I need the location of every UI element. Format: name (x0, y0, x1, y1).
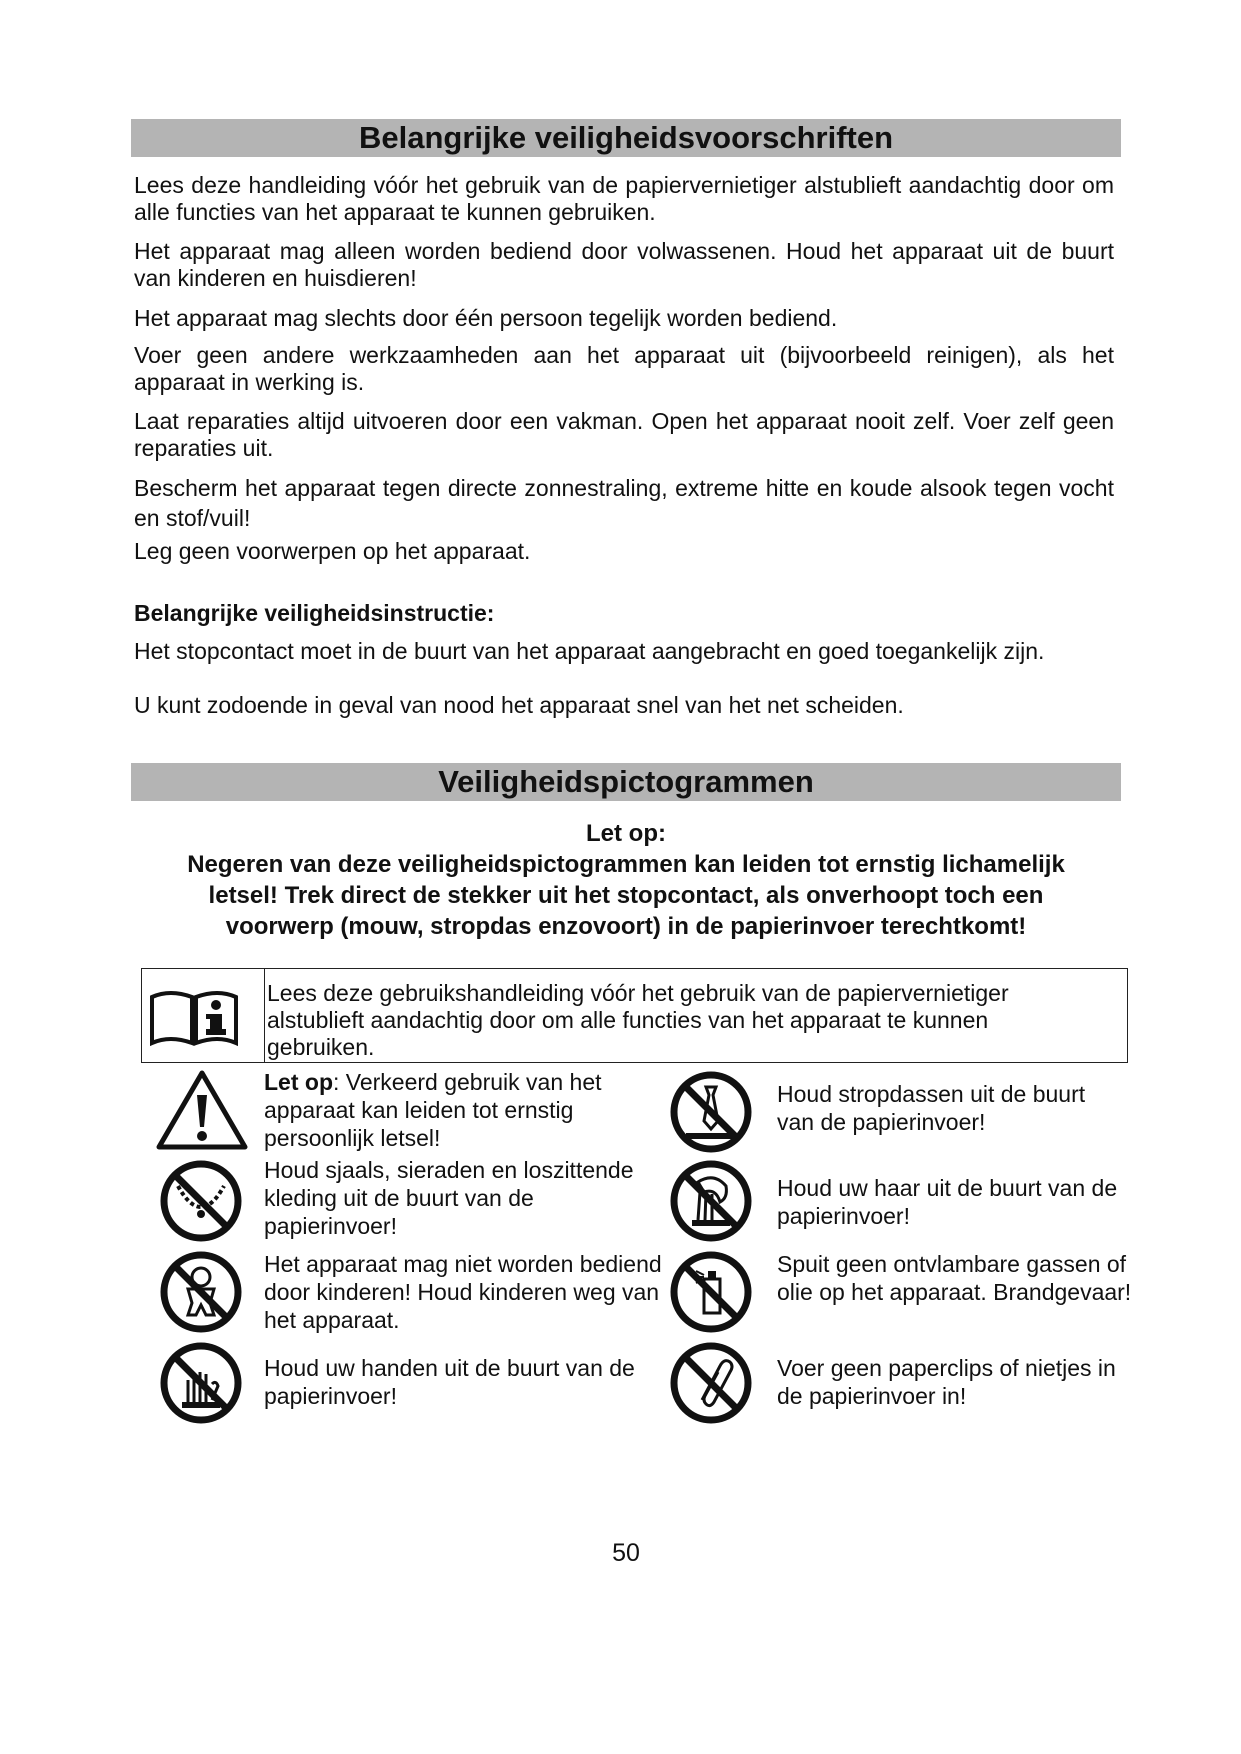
info-box (141, 968, 1128, 1063)
pictogram-text-children: Het apparaat mag niet worden bediend door kinderen! Houd kinderen weg van het apparaat. (264, 1251, 662, 1333)
warning-notice (131, 818, 1121, 942)
info-box-text: Lees deze gebruikshandleiding vóór het gebruik van de papiervernietiger alstublieft aandachtig door om alle functies van het apparaat te kunnen gebruiken. (267, 980, 1009, 1060)
manual-info-icon (148, 983, 240, 1049)
pictogram-text-hands: Houd uw handen uit de buurt van de papierinvoer! (264, 1355, 635, 1409)
warning-line: Negeren van deze veiligheidspictogrammen kan leiden tot ernstig lichamelijk (187, 851, 1065, 878)
pictogram-text-spray: Spuit geen ontvlambare gassen of olie op het apparaat. Brandgevaar! (777, 1251, 1132, 1305)
paragraph-read-manual: Lees deze handleiding vóór het gebruik van de papiervernietiger alstublieft aandachtig door om alle functies van het apparaat te kunnen gebruiken. (134, 172, 1114, 225)
warning-line: letsel! Trek direct de stekker uit het stopcontact, als onverhoopt toch een (208, 882, 1044, 909)
no-jewelry-icon (158, 1158, 244, 1244)
no-children-icon (158, 1249, 244, 1335)
pictogram-text-tie: Houd stropdassen uit de buurt van de papierinvoer! (777, 1081, 1086, 1135)
warning-triangle-icon (155, 1069, 249, 1151)
pictogram-text-paperclip: Voer geen paperclips of nietjes in de papierinvoer in! (777, 1355, 1116, 1409)
section-title-pictograms: Veiligheidspictogrammen (131, 763, 1121, 801)
paragraph-no-work-while-running: Voer geen andere werkzaamheden aan het apparaat uit (bijvoorbeeld reinigen), als het apparaat in werking is. (134, 342, 1114, 395)
paragraph-protect-device: Bescherm het apparaat tegen directe zonnestraling, extreme hitte en koude alsook tegen vocht en stof/vuil! (134, 475, 1114, 531)
no-hands-icon (158, 1340, 244, 1426)
no-hair-icon (668, 1158, 754, 1244)
section-title-safety-rules: Belangrijke veiligheidsvoorschriften (131, 119, 1121, 157)
no-tie-icon (668, 1069, 754, 1155)
pictogram-text-hair: Houd uw haar uit de buurt van de papierinvoer! (777, 1175, 1118, 1229)
paragraph-no-objects: Leg geen voorwerpen op het apparaat. (134, 538, 531, 564)
paragraph-repairs: Laat reparaties altijd uitvoeren door een vakman. Open het apparaat nooit zelf. Voer zelf geen reparaties uit. (134, 408, 1114, 461)
pictogram-text-warning: Let op: Verkeerd gebruik van het apparaat kan leiden tot ernstig persoonlijk letsel! (264, 1069, 602, 1151)
paragraph-disconnect: U kunt zodoende in geval van nood het apparaat snel van het net scheiden. (134, 692, 904, 718)
warning-label: Let op: (586, 820, 666, 847)
paragraph-socket-access: Het stopcontact moet in de buurt van het apparaat aangebracht en goed toegankelijk zijn. (134, 638, 1045, 664)
info-icon-cell (142, 969, 265, 1062)
no-paperclip-icon (668, 1340, 754, 1426)
pictogram-text-jewelry: Houd sjaals, sieraden en loszittende kleding uit de buurt van de papierinvoer! (264, 1157, 634, 1239)
pictogram-bold-label: Let op (264, 1069, 333, 1095)
page-number: 50 (612, 1539, 640, 1567)
paragraph-adults-only: Het apparaat mag alleen worden bediend door volwassenen. Houd het apparaat uit de buurt van kinderen en huisdieren! (134, 238, 1114, 291)
warning-line: voorwerp (mouw, stropdas enzovoort) in de papierinvoer terechtkomt! (225, 913, 1027, 940)
paragraph-one-person: Het apparaat mag slechts door één persoon tegelijk worden bediend. (134, 305, 838, 331)
no-spray-icon (668, 1249, 754, 1335)
subheading-safety-instruction: Belangrijke veiligheidsinstructie: (134, 600, 495, 626)
